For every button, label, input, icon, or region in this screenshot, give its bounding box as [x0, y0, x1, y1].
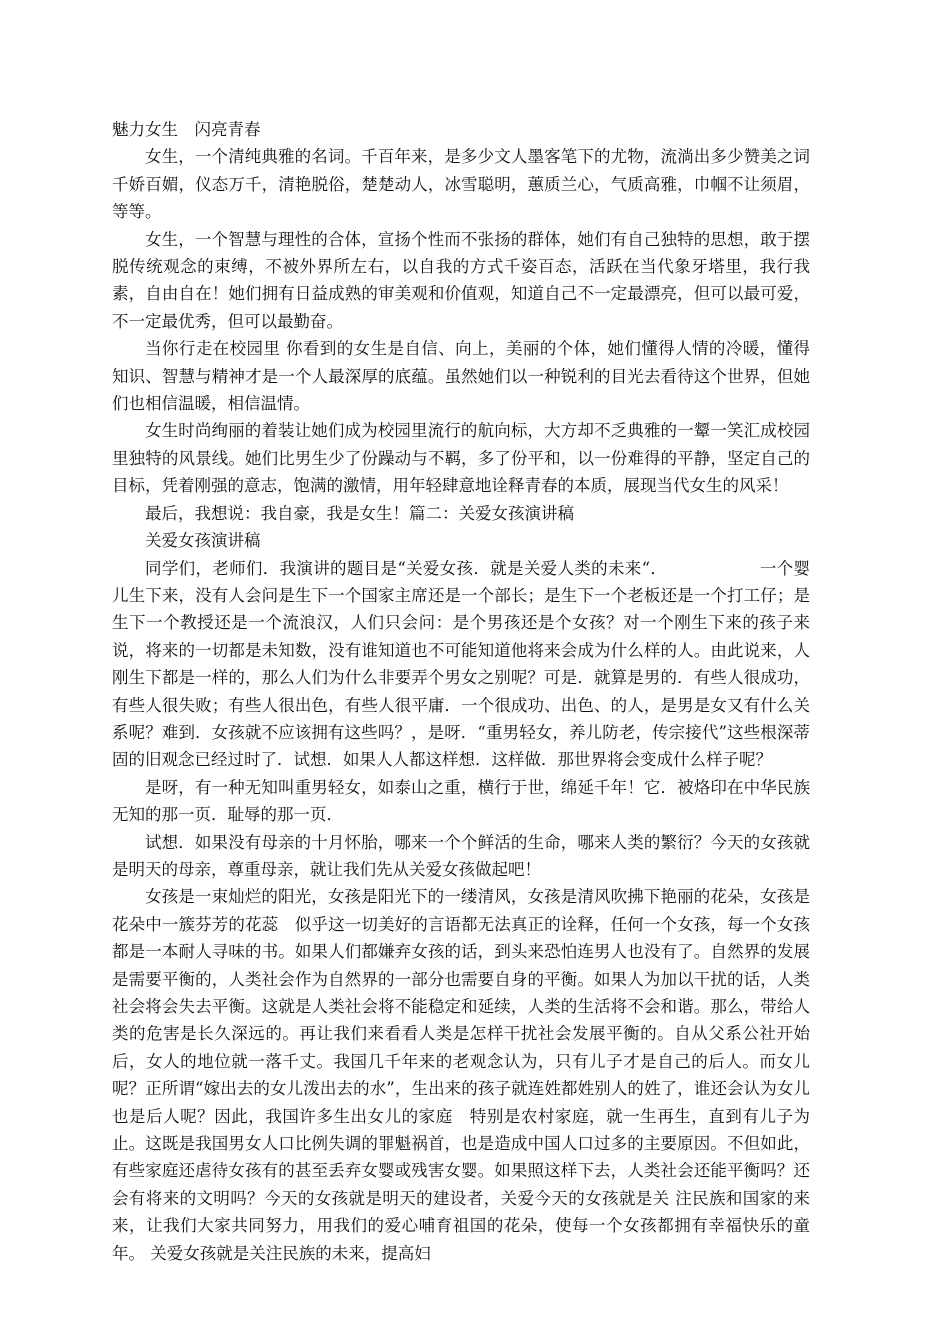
paragraph-1: 女生，一个清纯典雅的名词。千百年来，是多少文人墨客笔下的尤物，流淌出多少赞美之词 千娇百媚，仪态万千，清艳脱俗，楚楚动人，冰雪聪明，蕙质兰心，气质高雅，巾帼不让须眉，等等。 [112, 147, 810, 222]
paragraph-7: 同学们，老师们．我演讲的题目是“关爱女孩．就是关爱人类的未来“． 一个婴儿生下来，没有人会问是生下一个国家主席还是一个部长；是生下一个老板还是一个打工仔；是生下一个教授还是一个流浪汉，人们只会问：是个男孩还是个女孩？对一个刚生下来的孩子来说，将来的一切都是未知数，没有谁知道也不可能知道他将来会成为什么样的人。由此说来，人刚生下都是一样的，那么人们为什么非要弄个男女之别呢？可是．就算是男的．有些人很成功，有些人很失败；有些人很出色，有些人很平庸．一个很成功、出色、的人，是男是女又有什么关系呢？难到．女孩就不应该拥有这些吗？，是呀．“重男轻女，养儿防老，传宗接代”这些根深蒂固的旧观念已经过时了．试想．如果人人都这样想．这样做．那世界将会变成什么样子呢？ [112, 558, 810, 770]
paragraph-4: 女生时尚绚丽的着装让她们成为校园里流行的航向标，大方却不乏典雅的一颦一笑汇成校园里独特的风景线。她们比男生少了份躁动与不羁，多了份平和，以一份难得的平静，坚定自己的目标，凭着刚强的意志，饱满的激情，用年轻肆意地诠释青春的本质，展现当代女生的风采！ [112, 421, 810, 496]
paragraph-3: 当你行走在校园里 你看到的女生是自信、向上，美丽的个体，她们懂得人情的冷暖，懂得知识、智慧与精神才是一个人最深厚的底蕴。虽然她们以一种锐利的目光去看待这个世界，但她们也相信温暖，相信温情。 [112, 339, 810, 414]
document-title: 魅力女生 闪亮青春 [112, 120, 261, 139]
paragraph-8: 是呀，有一种无知叫重男轻女，如泰山之重，横行于世，绵延千年！它．被烙印在中华民族无知的那一页．耻辱的那一页． [112, 777, 810, 825]
paragraph-6-subtitle: 关爱女孩演讲稿 [145, 531, 261, 551]
paragraph-9: 试想．如果没有母亲的十月怀胎，哪来一个个鲜活的生命，哪来人类的繁衍？今天的女孩就是明天的母亲，尊重母亲，就让我们先从关爱女孩做起吧！ [112, 832, 810, 879]
paragraph-5: 最后，我想说：我自豪，我是女生！篇二：关爱女孩演讲稿 [145, 503, 574, 523]
paragraph-10: 女孩是一束灿烂的阳光，女孩是阳光下的一缕清风，女孩是清风吹拂下艳丽的花朵，女孩是花朵中一簇芬芳的花蕊 似乎这一切美好的言语都无法真正的诠释，任何一个女孩，每一个女孩都是一本耐人寻味的书。如果人们都嫌弃女孩的话，到头来恐怕连男人也没有了。自然界的发展是需要平衡的，人类社会作为自然界的一部分也需要自身的平衡。如果人为加以干扰的话，人类社会将会失去平衡。这就是人类社会将不能稳定和延续，人类的生活将不会和谐。那么，带给人类的危害是长久深远的。再让我们来看看人类是怎样干扰社会发展平衡的。自从父系公社开始后，女人的地位就一落千丈。我国几千年来的老观念认为，只有儿子才是自己的后人。而女儿呢？正所谓“嫁出去的女儿泼出去的水”，生出来的孩子就连姓都姓别人的姓了，谁还会认为女儿也是后人呢？因此，我国许多生出女儿的家庭 特别是农村家庭，就一生再生，直到有儿子为止。这既是我国男女人口比例失调的罪魁祸首，也是造成中国人口过多的主要原因。不但如此，有些家庭还虐待女孩有的甚至丢弃女婴或残害女婴。如果照这样下去，人类社会还能平衡吗？还会有将来的文明吗？今天的女孩就是明天的建设者，关爱今天的女孩就是关 注民族和国家的来来，让我们大家共同努力，用我们的爱心哺育祖国的花朵，使每一个女孩都拥有幸福快乐的童年。 关爱女孩就是关注民族的未来，提高妇 [112, 887, 810, 1263]
document-page [112, 116, 810, 1267]
paragraph-2: 女生，一个智慧与理性的合体，宣扬个性而不张扬的群体，她们有自己独特的思想，敢于摆脱传统观念的束缚，不被外界所左右，以自我的方式千姿百态，活跃在当代象牙塔里，我行我素，自由自在！她们拥有日益成熟的审美观和价值观，知道自己不一定最漂亮，但可以最可爱，不一定最优秀，但可以最勤奋。 [112, 229, 810, 331]
